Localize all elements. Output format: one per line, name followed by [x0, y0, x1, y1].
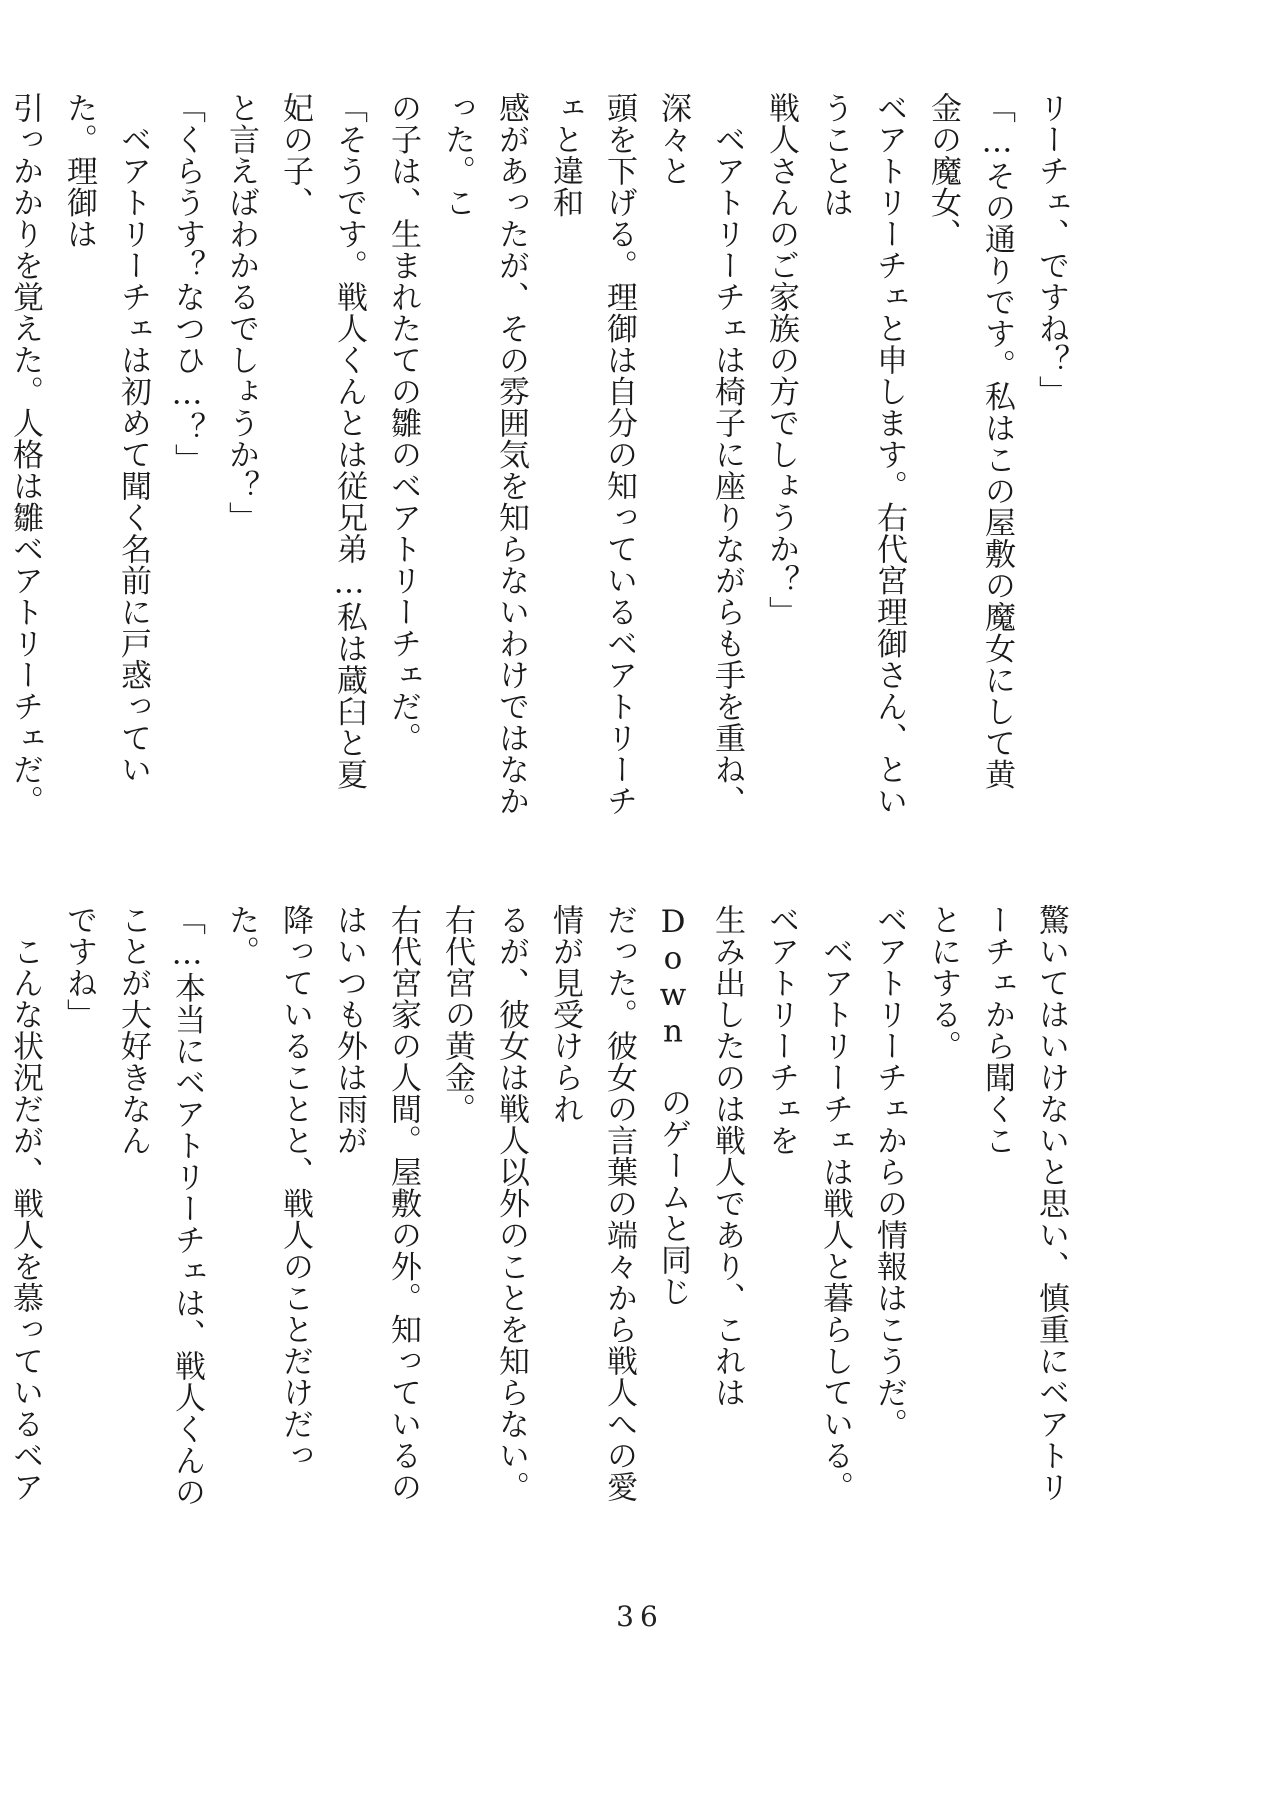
text-line: 生み出したのは戦人であり、これは Down のゲームと同じ	[655, 904, 745, 1408]
text-line: 降っていることと、戦人のことだけだった。	[223, 904, 313, 1471]
text-line: 「そうです。戦人くんとは従兄弟…私は蔵臼と夏妃の子、	[277, 92, 367, 790]
page-number: 36	[616, 1600, 664, 1633]
text-line: ベアトリーチェは初めて聞く名前に戸惑っていた。理御は	[61, 92, 151, 785]
text-line: とにする。	[925, 904, 961, 1062]
text-line: 「…その通りです。私はこの屋敷の魔女にして黄金の魔女、	[925, 92, 1015, 790]
text-line: リーチェ、ですね？」	[1033, 92, 1069, 407]
text-line: ですね」	[61, 904, 97, 1030]
text-line: 「…本当にベアトリーチェは、戦人くんのことが大好きなん	[115, 904, 205, 1508]
text-line: ベアトリーチェは椅子に座りながらも手を重ね、深々と	[655, 92, 745, 817]
text-line: 驚いてはいけないと思い、慎重にベアトリーチェから聞くこ	[979, 904, 1069, 1503]
text-line: と言えばわかるでしょうか？」	[223, 92, 259, 533]
text-line: 引っかかりを覚えた。人格は雛ベアトリーチェだ。	[7, 92, 43, 817]
top-text-tier	[7, 92, 1078, 817]
text-line: るが、彼女は戦人以外のことを知らない。右代宮の黄金。	[439, 904, 529, 1503]
text-line: ベアトリーチェからの情報はこうだ。	[871, 904, 907, 1440]
text-line: 右代宮家の人間。屋敷の外。知っているのはいつも外は雨が	[331, 904, 421, 1503]
text-line: 「くらうす？なつひ…？」	[169, 92, 205, 475]
text-line: こんな状況だが、戦人を慕っているベア	[7, 935, 43, 1503]
text-line: 頭を下げる。理御は自分の知っているベアトリーチェと違和	[547, 92, 637, 817]
text-line: 感があったが、その雰囲気を知らないわけではなかった。こ	[439, 92, 529, 817]
text-line: ベアトリーチェは戦人と暮らしている。ベアトリーチェを	[763, 904, 853, 1503]
text-line: ベアトリーチェと申します。右代宮理御さん、ということは	[817, 92, 907, 817]
bottom-text-tier	[7, 904, 1078, 1524]
text-line: 戦人さんのご家族の方でしょうか？」	[763, 92, 799, 628]
text-line: の子は、生まれたての雛のベアトリーチェだ。	[385, 92, 421, 754]
text-line: だった。彼女の言葉の端々から戦人への愛情が見受けられ	[547, 904, 637, 1503]
